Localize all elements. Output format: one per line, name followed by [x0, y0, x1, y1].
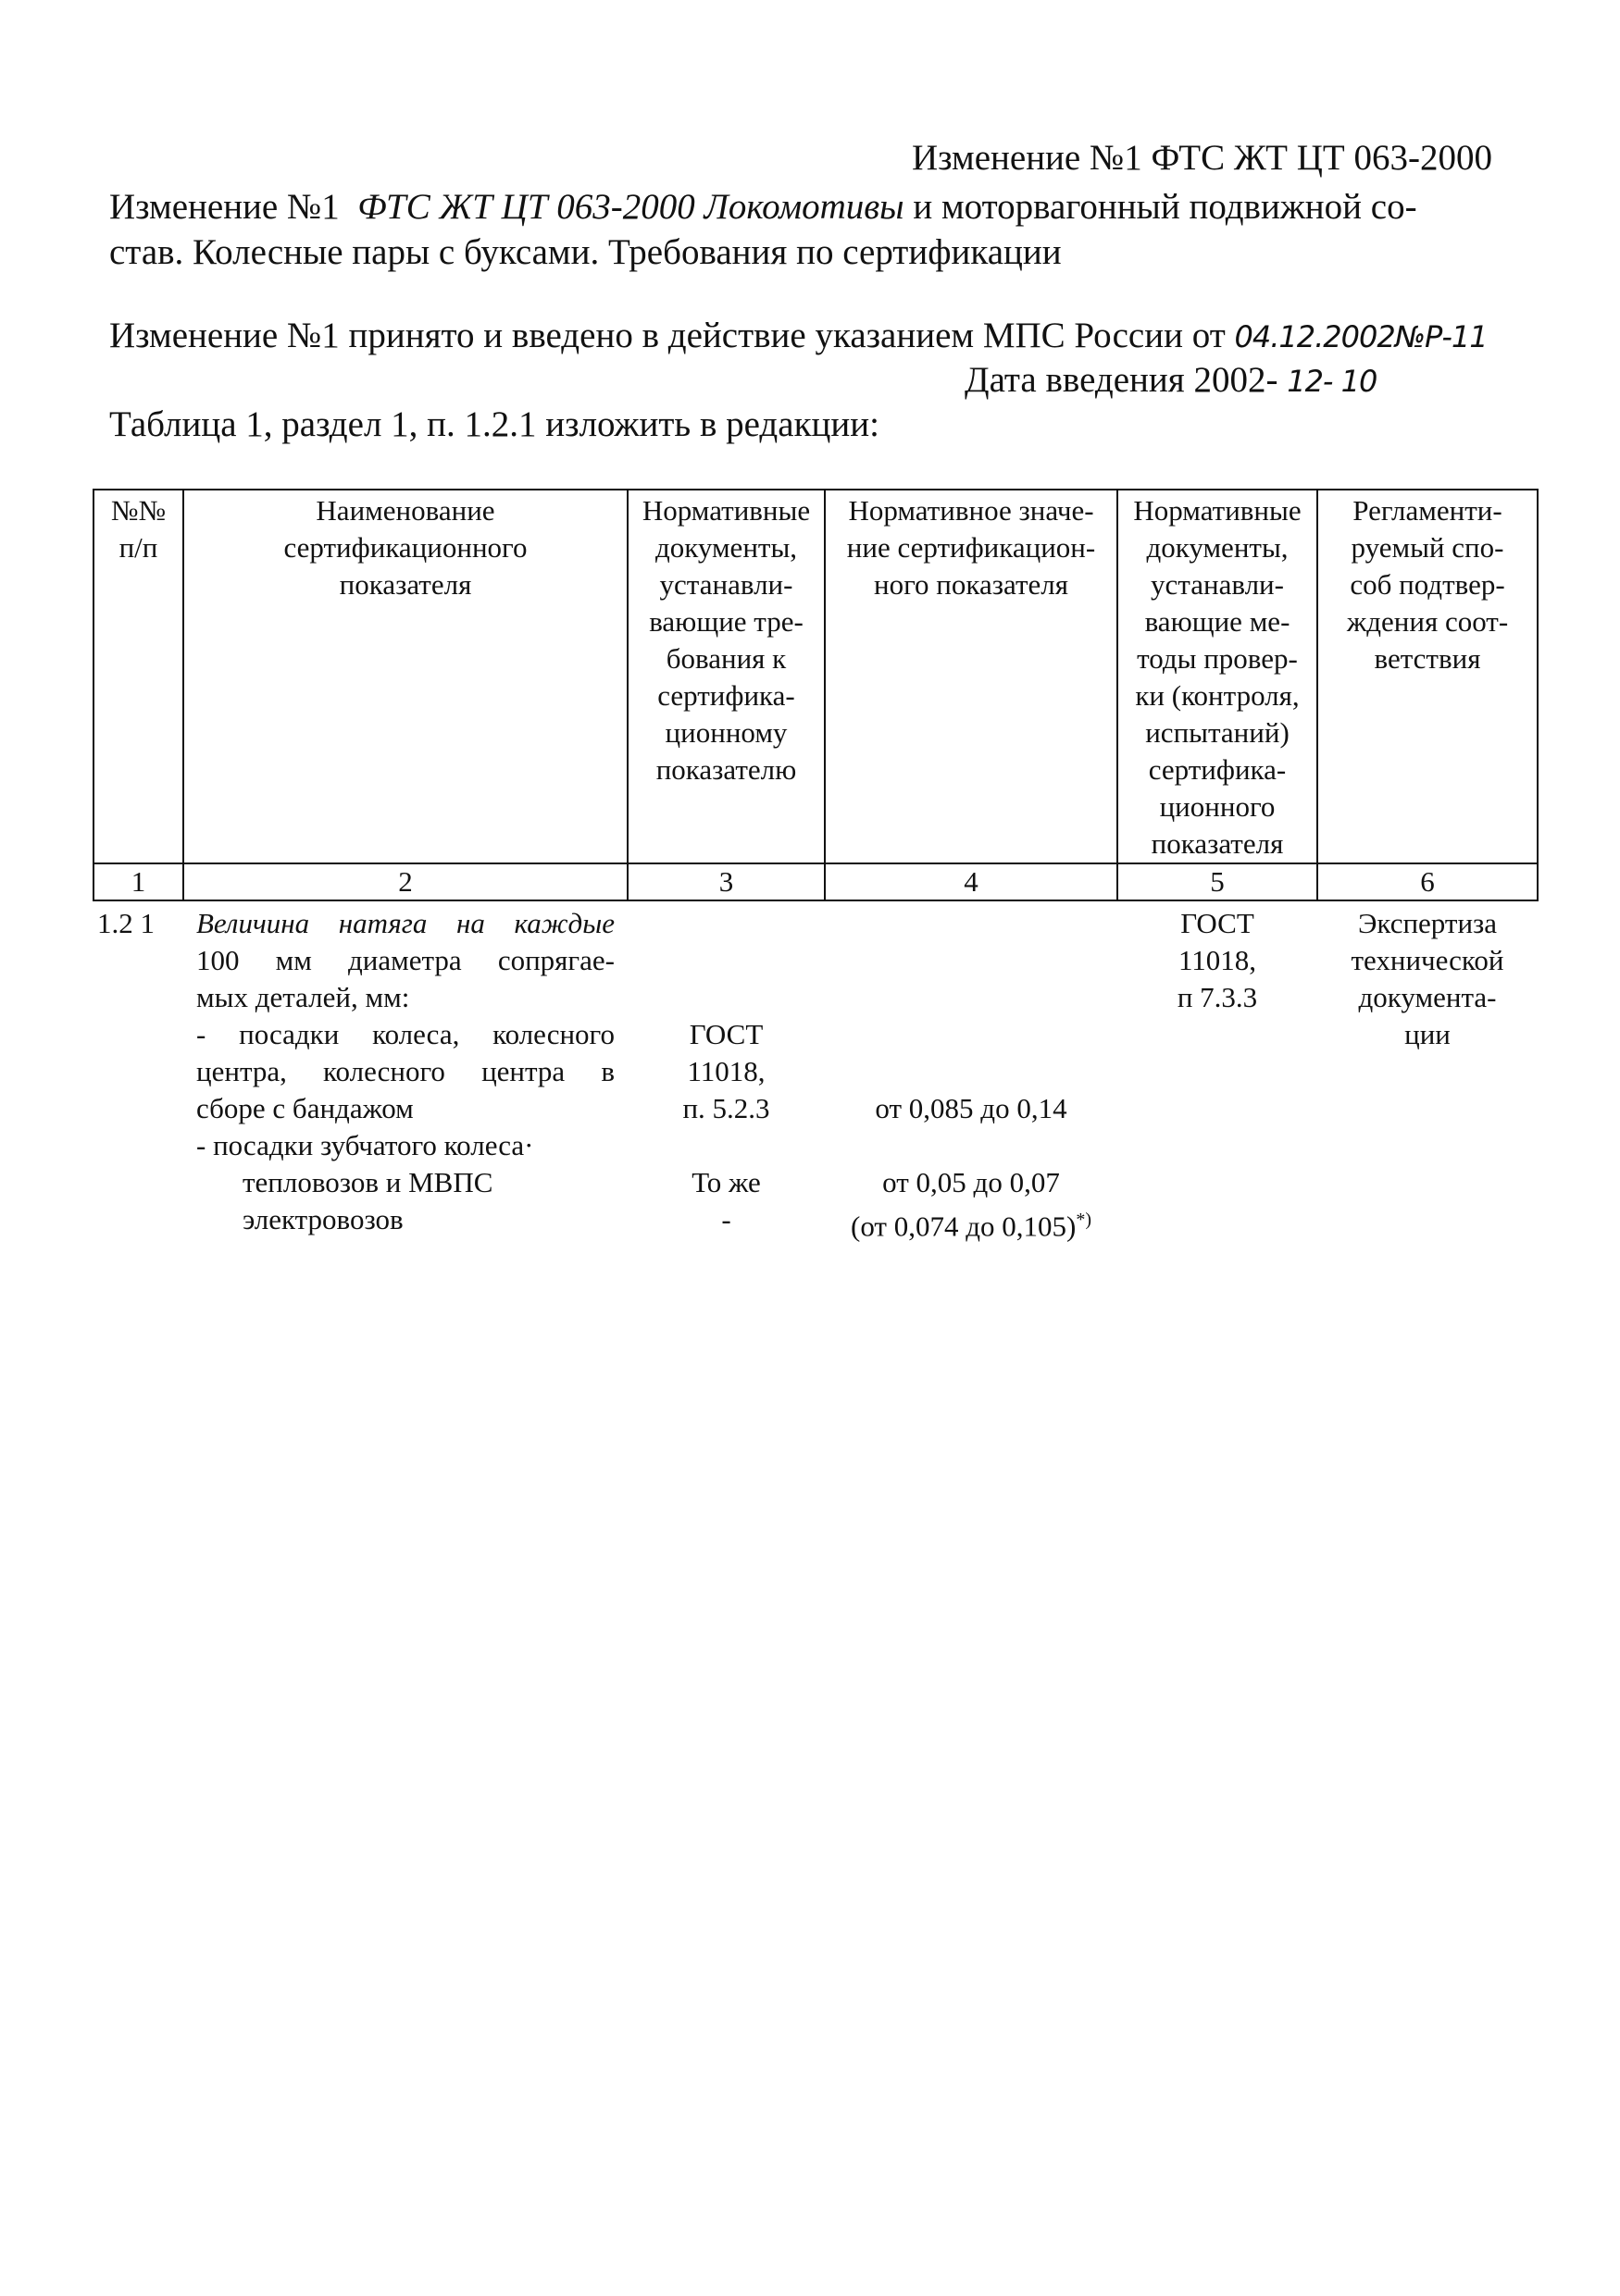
method-docs: ГОСТ 11018, п 7.3.3 [1177, 907, 1258, 1013]
adoption-statement [109, 315, 1488, 356]
document-header: Изменение №1 ФТС ЖТ ЦТ 063-2000 [912, 138, 1492, 178]
document-title-line-1 [109, 186, 1417, 228]
table-row [93, 900, 1538, 1245]
header-cell-value: Нормативное значе- ние сертификацион- ного показателя [825, 490, 1117, 863]
document-title-line-2: став. Колесные пары с буксами. Требования по сертификации [109, 232, 1062, 272]
column-number: 1 [93, 863, 183, 900]
confirmation-method: Экспертиза технической документа- ции [1351, 907, 1504, 1050]
header-cell-num: №№ п/п [93, 490, 183, 863]
adoption-text: Изменение №1 принято и введено в действие указанием МПС России от [109, 316, 1226, 355]
column-number: 5 [1117, 863, 1317, 900]
requirement-docs: ГОСТ 11018, п. 5.2.3 То же - [682, 1018, 770, 1235]
indicator-name: Величина натяга на каждые 100 мм диаметра сопрягае- мых деталей, мм: - посадки колеса, колесного центра, колесного центра в сборе с бандажом - посадки зубчатого колеса· тепловозов и МВПС электровозов [196, 907, 615, 1235]
row-number: 1.2 1 [97, 907, 155, 939]
header-cell-name: Наименование сертификационного показателя [183, 490, 628, 863]
title-italic: ФТС ЖТ ЦТ 063-2000 Локомотивы [357, 187, 904, 227]
title-prefix: Изменение №1 [109, 187, 340, 227]
table-reference: Таблица 1, раздел 1, п. 1.2.1 изложить в редакции: [109, 404, 879, 444]
header-cell-docs-method: Нормативные документы, устанавли- вающие ме- тоды провер- ки (контроля, испытаний) сертифика- ционного показателя [1117, 490, 1317, 863]
column-number: 6 [1317, 863, 1538, 900]
header-cell-docs-req: Нормативные документы, устанавли- вающие тре- бования к сертифика- ционному показателю [628, 490, 825, 863]
column-number: 2 [183, 863, 628, 900]
table-header-row [93, 490, 1538, 863]
column-number: 3 [628, 863, 825, 900]
column-number-row [93, 863, 1538, 900]
handwritten-date: 12- 10 [1287, 364, 1377, 399]
handwritten-order-ref: 04.12.2002№Р-11 [1234, 319, 1488, 354]
column-number: 4 [825, 863, 1117, 900]
normative-values: от 0,085 до 0,14 от 0,05 до 0,07 (от 0,074 до 0,105)*) [851, 1092, 1091, 1243]
certification-table [93, 489, 1539, 1245]
introduction-date [965, 359, 1377, 401]
header-cell-confirmation: Регламенти- руемый спо- соб подтвер- ждения соот- ветствия [1317, 490, 1538, 863]
date-label: Дата введения 2002- [965, 360, 1278, 400]
title-rest: и моторвагонный подвижной со- [913, 187, 1417, 227]
